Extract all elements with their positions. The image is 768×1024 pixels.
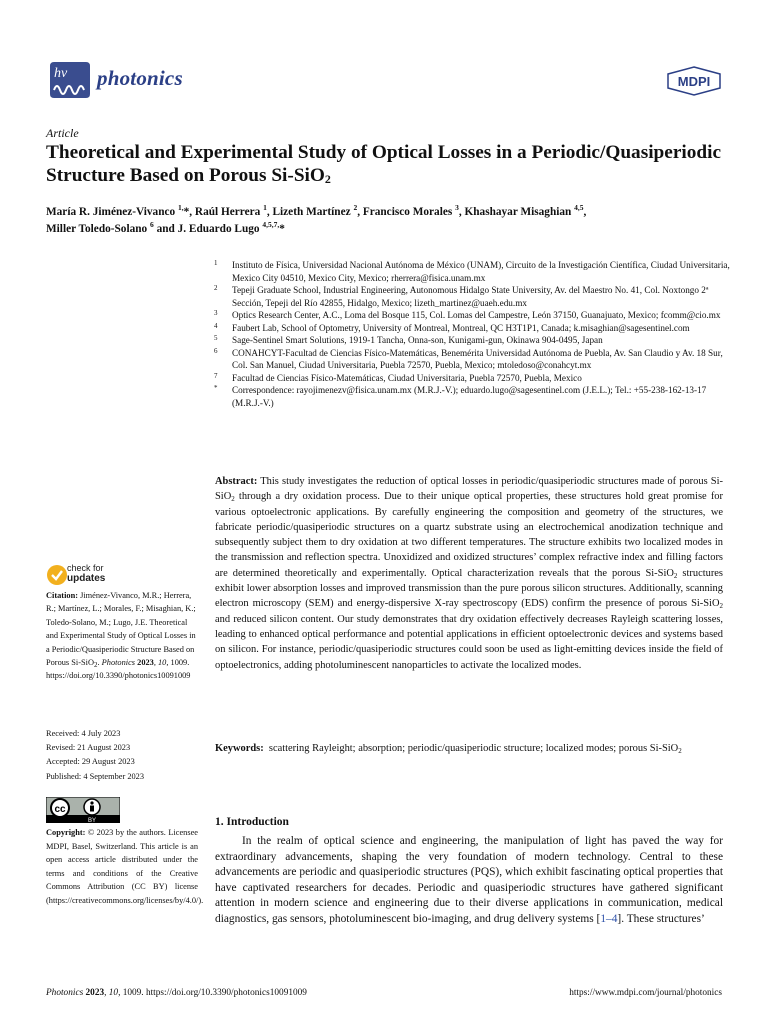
cc-by-license-icon[interactable]	[46, 797, 120, 823]
affiliation-text: Facultad de Ciencias Físico-Matemáticas, Ciudad Universitaria, Puebla 72570, Puebla, Mexico	[232, 372, 582, 383]
footer-citation: Photonics 2023, 10, 1009. https://doi.org/10.3390/photonics10091009	[46, 988, 307, 998]
mdpi-logo	[666, 66, 722, 96]
affiliation-text: Tepeji Graduate School, Industrial Engineering, Autonomous Hidalgo State University, Av. del Maestro No. 41, Col. Noxtongo 2ª Sección, Tepeji del Río 42855, Hidalgo, Mexico; lizeth_martinez@uaeh.edu.mx	[232, 285, 709, 308]
article-title: Theoretical and Experimental Study of Optical Losses in a Periodic/Quasiperiodic Structure Based on Porous Si-SiO$_2$	[46, 142, 722, 186]
affiliation-item	[210, 322, 730, 335]
svg-text:BY: BY	[87, 818, 97, 823]
affiliation-number: 3	[214, 309, 218, 317]
affiliation-text: CONAHCYT-Facultad de Ciencias Físico-Matemáticas, Benemérita Universidad Autónoma de Puebla, Av. San Claudio y Av. 18 Sur, Col. San Manuel, Ciudad Universitaria, Puebla 72570, Puebla, Mexico; mtoledoso@conahcyt.mx	[232, 347, 723, 370]
abstract-label: Abstract:	[215, 476, 258, 487]
abstract	[215, 474, 723, 673]
affiliation-item	[210, 372, 730, 385]
affiliation-text: Correspondence: rayojimenezv@fisica.unam.mx (M.R.J.-V.); eduardo.lugo@sagesentinel.com (J.E.L.); Tel.: +55-238-162-13-17 (M.R.J.-V.)	[232, 385, 707, 408]
journal-name: photonics	[97, 66, 183, 90]
affiliation-number: 2	[214, 284, 218, 292]
author-line-1: María R. Jiménez-Vivanco $^{1,}$*, Raúl Herrera $^1$, Lizeth Martínez $^2$, Francisco Morales $^3$, Khashayar Misaghian $^{4,5}$,	[46, 203, 587, 218]
affiliations	[210, 259, 730, 409]
check-for-updates[interactable]: check for updates	[67, 563, 106, 584]
citation	[46, 589, 198, 683]
citation-label: Citation:	[46, 591, 78, 600]
publication-dates	[46, 727, 198, 784]
copyright-label: Copyright:	[46, 828, 86, 837]
copyright-notice	[46, 826, 204, 907]
keywords	[215, 741, 723, 756]
affiliation-item	[210, 259, 730, 284]
affiliation-text: Optics Research Center, A.C., Loma del Bosque 115, Col. Lomas del Campestre, León 37150, Guanajuato, Mexico; fcomm@cio.mx	[232, 310, 721, 320]
date-received: Received: 4 July 2023	[46, 729, 121, 738]
keywords-text: scattering Rayleight; absorption; periodic/quasiperiodic structure; localized modes; porous Si-SiO$_2$	[268, 743, 682, 755]
citation-link[interactable]: 1–4	[600, 912, 618, 925]
affiliation-number: 4	[214, 321, 218, 330]
author-list	[46, 204, 726, 238]
copyright-text: © 2023 by the authors. Licensee MDPI, Basel, Switzerland. This article is an open access article distributed under the terms and conditions of the Creative Commons Attribution (CC BY) license (https://creativecommons.org/licenses/by/4.0/).	[46, 828, 204, 905]
keywords-label: Keywords:	[215, 743, 264, 754]
affiliation-number: *	[214, 384, 218, 392]
check-for-updates-icon[interactable]	[46, 562, 68, 592]
affiliation-text: Instituto de Física, Universidad Nacional Autónoma de México (UNAM), Circuito de la Investigación Científica, Ciudad Universitaria, Mexico City 04510, Mexico City, Mexico; rherrera@fisica.unam.mx	[232, 260, 730, 283]
journal-logo	[46, 60, 92, 100]
affiliation-item	[210, 347, 730, 372]
affiliation-number: 7	[214, 371, 218, 380]
affiliation-number: 1	[214, 259, 218, 267]
svg-text:hv: hv	[54, 66, 68, 81]
svg-text:cc: cc	[54, 804, 66, 815]
section-heading-introduction: 1. Introduction	[215, 816, 289, 828]
article-type: Article	[46, 126, 79, 140]
author-line-2: Miller Toledo-Solano $^6$ and J. Eduardo Lugo $^{4,5,7,}$*	[46, 220, 285, 235]
affiliation-item	[210, 309, 730, 322]
affiliation-item	[210, 384, 730, 409]
affiliation-text: Sage-Sentinel Smart Solutions, 1919-1 Tancha, Onna-son, Kunigami-gun, Okinawa 904-0495, Japan	[232, 335, 603, 345]
date-published: Published: 4 September 2023	[46, 771, 145, 781]
affiliation-number: 6	[214, 346, 218, 355]
abstract-text: This study investigates the reduction of optical losses in periodic/quasiperiodic structures made of porous Si-SiO$_2$ through a dry oxidation process. Due to their unique optical properties, these structures hold great promise for various optoelectronic applications. By carefully engineering the composition and geometry of the structures, we fabricate periodic/quasiperiodic structures on a quartz substrate using an electrochemical anodization technique and subsequently subject them to dry oxidation at two different temperatures. The structure exhibits two localized modes in the transmission and reflection spectra. Unoxidized and oxidized structures’ complex refractive index and filling factors are determined theoretically and experimentally. Optical characterization reveals that the porous Si-SiO$_2$ structures exhibit lower absorption losses and improved transmission than the pure porous silicon structures. Additionally, scanning electron microscopy (SEM) and energy-dispersive X-ray spectroscopy (EDS) confirm the presence of porous Si-SiO$_2$ and reduced silicon content. Our study demonstrates that dry oxidation effectively decreases Rayleigh scattering losses, leading to enhanced optical performance and potential applications in efficient optoelectronic devices and systems based on silicon. For instance, periodic/quasiperiodic structures could soon be used as light-emitting devices inside the field of optoelectronics, adding photoluminescent nanoparticles to activate the localized modes.	[215, 476, 723, 671]
date-revised: Revised: 21 August 2023	[46, 743, 131, 753]
svg-text:MDPI: MDPI	[677, 74, 711, 89]
affiliation-item	[210, 284, 730, 309]
affiliation-text: Faubert Lab, School of Optometry, University of Montreal, Montreal, QC H3T1P1, Canada; k.misaghian@sagesentinel.com	[232, 322, 690, 333]
introduction-paragraph: In the realm of optical science and engineering, the manipulation of light has paved the way for extraordinary advancements, shaping the very foundation of modern technology. Central to these advancements are periodic and quasiperiodic structures (PQS), which exhibit fascinating optical properties that have captivated researchers for decades. Periodic and quasiperiodic structures have gathered significant attention in modern science and engineering due to their diverse applications in communication, medical diagnostics, gas sensors, photoluminescent bio-imaging, and drug delivery systems [1–4]. These structures’	[215, 835, 723, 925]
footer-journal-url[interactable]: https://www.mdpi.com/journal/photonics	[569, 988, 722, 998]
citation-text: Jiménez-Vivanco, M.R.; Herrera, R.; Martínez, L.; Morales, F.; Misaghian, K.; Toledo-Solano, M.; Lugo, J.E. Theoretical and Experimental Study of Optical Losses in a Periodic/Quasiperiodic Structure Based on Porous Si-SiO$_2$. Photonics 2023, 10, 1009. https://doi.org/10.3390/photonics10091009	[46, 591, 196, 681]
date-accepted: Accepted: 29 August 2023	[46, 757, 135, 767]
affiliation-item	[210, 334, 730, 347]
affiliation-number: 5	[214, 334, 218, 342]
